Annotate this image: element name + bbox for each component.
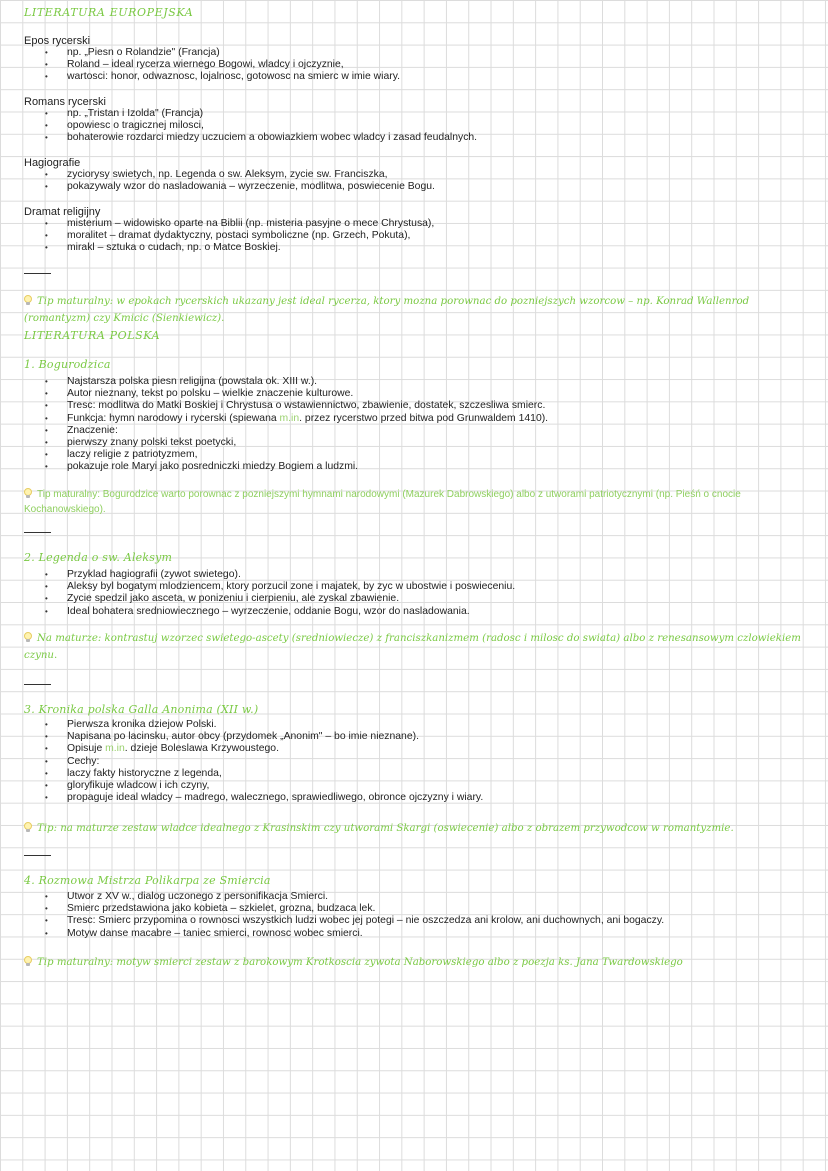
divider	[24, 532, 51, 533]
tip-text: Tip: na maturze zestaw wladce idealnego z Krasinskim czy utworami Skargi (oswiecenie) albo z obrazem przywodcow w romantyzmie.	[37, 823, 734, 834]
tip-text: Kochanowskiego).	[24, 504, 106, 515]
tip-rozmowa	[24, 954, 824, 971]
tip-legenda	[24, 630, 824, 664]
list-legenda	[0, 569, 515, 618]
list-item: • Utwor z XV w., dialog uczonego z personifikacja Smierci.	[0, 891, 664, 903]
heading-polish-literature: LITERATURA POLSKA	[24, 329, 161, 342]
link-min[interactable]: m.in	[105, 743, 125, 755]
list-item: • Zycie spedzil jako asceta, w ponizeniu i cierpieniu, ale zyskal zbawienie.	[0, 593, 515, 605]
section-title: Epos rycerski	[24, 35, 91, 47]
work-title-bogurodzica: 1. Bogurodzica	[24, 358, 111, 371]
list-item: • mirakl – sztuka o cudach, np. o Matce Boskiej.	[0, 242, 434, 254]
list-item: • wartosci: honor, odwaznosc, lojalnosc, gotowosc na smierc w imie wiary.	[0, 71, 400, 83]
text: Opisuje	[67, 743, 106, 755]
list-item: • laczy fakty historyczne z legenda,	[0, 768, 483, 780]
list-item: • misterium – widowisko oparte na Biblii (np. misteria pasyjne o mece Chrystusa),	[0, 218, 434, 230]
list-item: • np. „Piesn o Rolandzie" (Francja)	[0, 47, 400, 59]
list-item: • Roland – ideal rycerza wiernego Bogowi, wladcy i ojczyznie,	[0, 59, 400, 71]
section-epos	[24, 35, 400, 84]
list-rozmowa	[0, 891, 664, 940]
section-title: Romans rycerski	[24, 96, 106, 108]
list-item: • Pierwsza kronika dziejow Polski.	[0, 719, 483, 731]
work-title-legenda: 2. Legenda o sw. Aleksym	[24, 551, 173, 564]
section-title: Hagiografie	[24, 157, 81, 169]
list-item: • Cechy:	[0, 756, 483, 768]
text: . dzieje Boleslawa Krzywoustego.	[124, 743, 279, 755]
list-item	[0, 743, 483, 755]
list-item: • bohaterowie rozdarci miedzy uczuciem a obowiazkiem wobec wladcy i zasad feudalnych.	[0, 132, 477, 144]
list-item: • Znaczenie:	[0, 425, 548, 437]
work-title-kronika: 3. Kronika polska Galla Anonima (XII w.)	[24, 703, 259, 716]
list-item: • gloryfikuje wladcow i ich czyny,	[0, 780, 483, 792]
section-hagiografie	[24, 157, 435, 193]
list-item: • np. „Tristan i Izolda" (Francja)	[0, 108, 477, 120]
list-item: • pokazuje role Maryi jako posredniczki miedzy Bogiem a ludzmi.	[0, 461, 548, 473]
list-item: • propaguje ideal wladcy – madrego, walecznego, sprawiedliwego, obronce ojczyzny i wiary.	[0, 792, 483, 804]
text: Funkcja: hymn narodowy i rycerski (spiewana	[67, 412, 280, 424]
link-min[interactable]: m.in	[279, 412, 300, 424]
tip-european	[24, 293, 824, 327]
tip-text: Tip maturalny: motyw smierci zestaw z barokowym Krotkoscia zywota Naborowskiego albo z poezja ks. Jana Twardowskiego	[37, 957, 683, 968]
list-item: • Najstarsza polska piesn religijna (powstala ok. XIII w.).	[0, 376, 548, 388]
lightbulb-icon	[24, 822, 32, 832]
section-title: Dramat religijny	[24, 206, 101, 218]
tip-text: Na maturze: kontrastuj wzorzec swietego-ascety (sredniowiecze) z franciszkanizmem (radosc i milosc do swiata) albo z renesansowym czlowiekiem	[37, 633, 801, 644]
tip-text: (romantyzm) czy Kmicic (Sienkiewicz).	[24, 313, 225, 324]
list-kronika	[0, 719, 483, 804]
list-item: • Napisana po lacinsku, autor obcy (przydomek „Anonim" – bo imie nieznane).	[0, 731, 483, 743]
divider	[24, 684, 51, 685]
lightbulb-icon	[24, 632, 32, 642]
list-item: • Autor nieznany, tekst po polsku – wielkie znaczenie kulturowe.	[0, 388, 548, 400]
tip-text: czynu.	[24, 650, 58, 661]
list-item: • laczy religie z patriotyzmem,	[0, 449, 548, 461]
divider	[24, 273, 51, 274]
lightbulb-icon	[24, 295, 32, 305]
list-item: • pokazywaly wzor do nasladowania – wyrzeczenie, modlitwa, poswiecenie Bogu.	[0, 181, 435, 193]
list-item: • pierwszy znany polski tekst poetycki,	[0, 437, 548, 449]
list-item: • Motyw danse macabre – taniec smierci, rownosc wobec smierci.	[0, 928, 664, 940]
lightbulb-icon	[24, 956, 32, 966]
section-dramat	[24, 206, 434, 255]
work-title-rozmowa: 4. Rozmowa Mistrza Polikarpa ze Smiercia	[24, 874, 271, 887]
tip-text: Tip maturalny: w epokach rycerskich ukazany jest ideal rycerza, ktory mozna porownac do pozniejszych wzorcow – np. Konrad Wallenrod	[37, 296, 750, 307]
list-item: • opowiesc o tragicznej milosci,	[0, 120, 477, 132]
tip-bogurodzica	[24, 487, 814, 517]
list-item: • moralitet – dramat dydaktyczny, postaci symboliczne (np. Grzech, Pokuta),	[0, 230, 434, 242]
list-item: • Przyklad hagiografii (zywot swietego).	[0, 569, 515, 581]
list-item: • zyciorysy swietych, np. Legenda o sw. Aleksym, zycie sw. Franciszka,	[0, 169, 435, 181]
section-romans	[24, 96, 477, 145]
list-item: • Tresc: Smierc przypomina o rownosci wszystkich ludzi wobec jej potegi – nie oszczedza ani krolow, ani duchownych, ani bogaczy.	[0, 915, 664, 927]
list-item	[0, 413, 548, 425]
heading-european-literature: LITERATURA EUROPEJSKA	[24, 6, 194, 19]
list-item: • Tresc: modlitwa do Matki Boskiej i Chrystusa o wstawiennictwo, zbawienie, dostatek, szczesliwa smierc.	[0, 400, 548, 412]
lightbulb-icon	[24, 488, 32, 498]
tip-text: Tip maturalny: Bogurodzice warto porownac z pozniejszymi hymnami narodowymi (Mazurek Dabrowskiego) albo z utworami patriotycznymi (np. Pieśń o cnocie	[37, 489, 741, 500]
list-item: • Ideal bohatera sredniowiecznego – wyrzeczenie, oddanie Bogu, wzor do nasladowania.	[0, 606, 515, 618]
list-bogurodzica	[0, 376, 548, 474]
tip-kronika	[24, 820, 824, 837]
list-item: • Smierc przedstawiona jako kobieta – szkielet, grozna, budzaca lek.	[0, 903, 664, 915]
list-item: • Aleksy byl bogatym mlodziencem, ktory porzucil zone i majatek, by zyc w ubostwie i poswieceniu.	[0, 581, 515, 593]
divider	[24, 855, 51, 856]
text: . przez rycerstwo przed bitwa pod Grunwaldem 1410).	[299, 412, 549, 424]
